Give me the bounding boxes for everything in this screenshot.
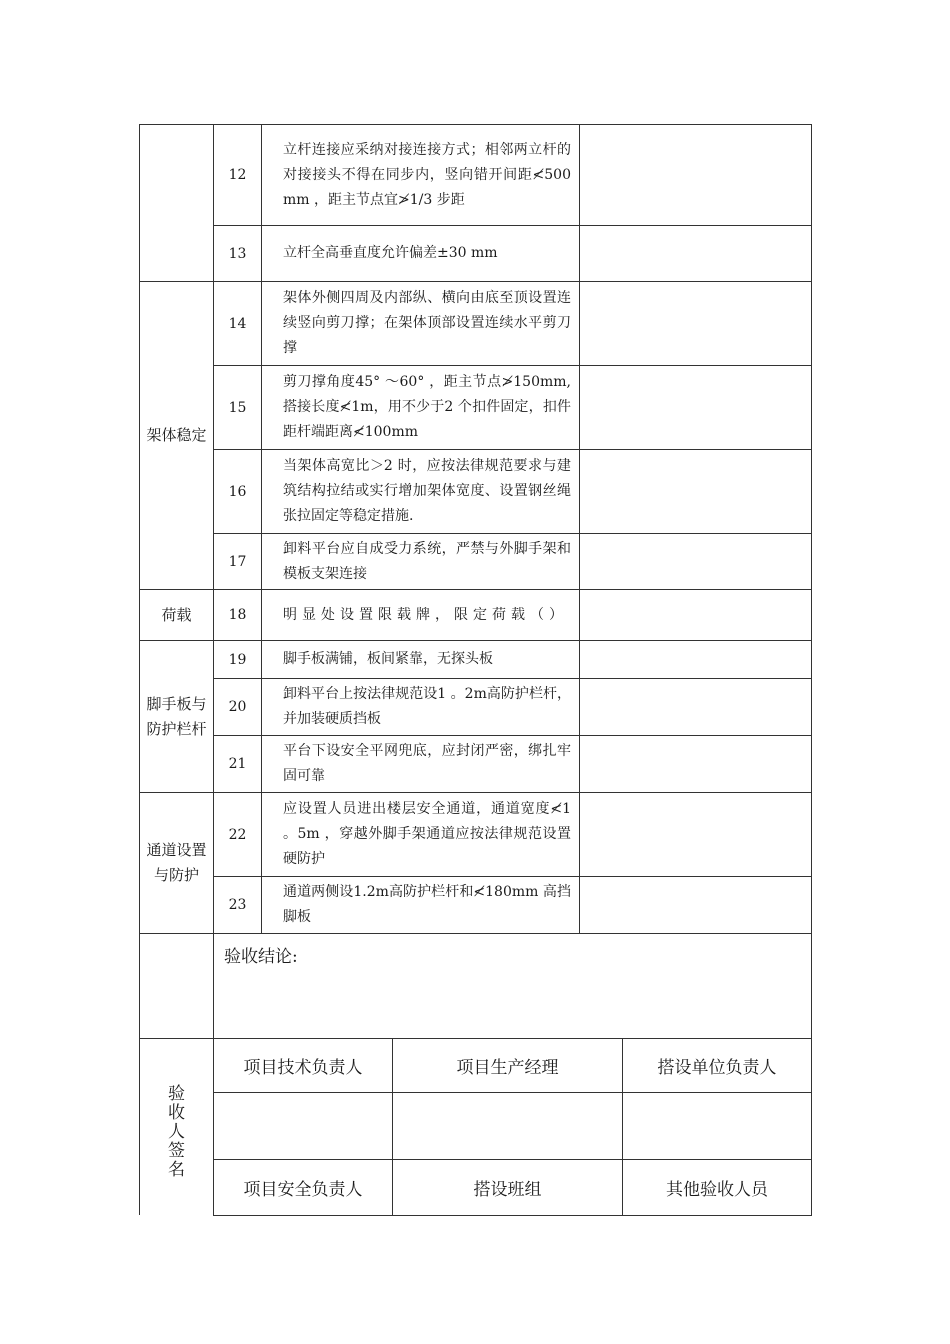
conclusion-field[interactable] [214, 974, 811, 1038]
item-requirement: 剪刀撑角度45° ～60° ，距主节点≯150mm,搭接长度≮1m，用不少于2 个扣件固定，扣件距杆端距离≮100mm [283, 374, 571, 440]
item-number: 20 [228, 699, 247, 715]
item-number: 21 [228, 756, 247, 772]
signature-field[interactable] [214, 1093, 392, 1159]
item-number: 14 [228, 315, 247, 332]
category-passage: 通道设置与防护 [146, 841, 207, 884]
item-requirement: 立杆连接应采纳对接连接方式；相邻两立杆的对接接头不得在同步内，竖向错开间距≮500mm ，距主节点宜≯1/3 步距 [283, 141, 571, 208]
item-number: 18 [228, 607, 247, 623]
signer-label: 搭设班组 [473, 1180, 542, 1200]
item-number: 16 [228, 483, 247, 500]
category-scaffold-board: 脚手板与防护栏杆 [146, 694, 207, 738]
signer-label: 项目安全负责人 [243, 1180, 363, 1200]
signer-label: 项目生产经理 [456, 1058, 559, 1078]
signer-label: 搭设单位负责人 [657, 1058, 777, 1078]
signature-field[interactable] [623, 1093, 811, 1159]
item-requirement: 应设置人员进出楼层安全通道，通道宽度≮1 。5m ，穿越外脚手架通道应按法律规范设置硬防护 [283, 801, 571, 867]
item-requirement: 明显处设置限载牌，限定荷载（） [283, 606, 568, 623]
signature-field[interactable] [393, 1093, 622, 1159]
item-requirement: 脚手板满铺，板间紧靠，无探头板 [283, 651, 493, 667]
item-requirement: 卸料平台应自成受力系统，严禁与外脚手架和模板支架连接 [283, 540, 571, 582]
item-number: 15 [228, 399, 247, 416]
item-requirement: 平台下设安全平网兜底，应封闭严密，绑扎牢固可靠 [283, 743, 571, 784]
item-requirement: 当架体高宽比＞2 时，应按法律规范要求与建筑结构拉结或实行增加架体宽度、设置钢丝绳张拉固定等稳定措施. [283, 458, 571, 524]
result-cell[interactable] [580, 125, 811, 933]
item-number: 19 [228, 651, 247, 668]
signature-title [140, 1039, 213, 1215]
item-number: 22 [228, 826, 247, 843]
item-requirement: 卸料平台上按法律规范设1 。2m高防护栏杆，并加装硬质挡板 [283, 686, 571, 727]
item-number: 23 [228, 897, 247, 913]
signer-label: 其他验收人员 [666, 1180, 768, 1200]
category-load: 荷载 [161, 605, 192, 624]
item-requirement: 通道两侧设1.2m高防护栏杆和≮180mm 高挡脚板 [283, 884, 571, 925]
signature-title-text: 验收人签名 [168, 1083, 185, 1180]
conclusion-label: 验收结论: [224, 947, 298, 967]
item-requirement: 立杆全高垂直度允许偏差±30 mm [283, 245, 498, 261]
item-number: 12 [228, 167, 247, 183]
item-requirement: 架体外侧四周及内部纵、横向由底至顶设置连续竖向剪刀撑；在架体顶部设置连续水平剪刀撑 [283, 290, 571, 356]
signer-label: 项目技术负责人 [243, 1058, 363, 1078]
item-number: 13 [228, 245, 247, 262]
item-number: 17 [228, 553, 247, 570]
category-stability: 架体稳定 [146, 426, 207, 444]
